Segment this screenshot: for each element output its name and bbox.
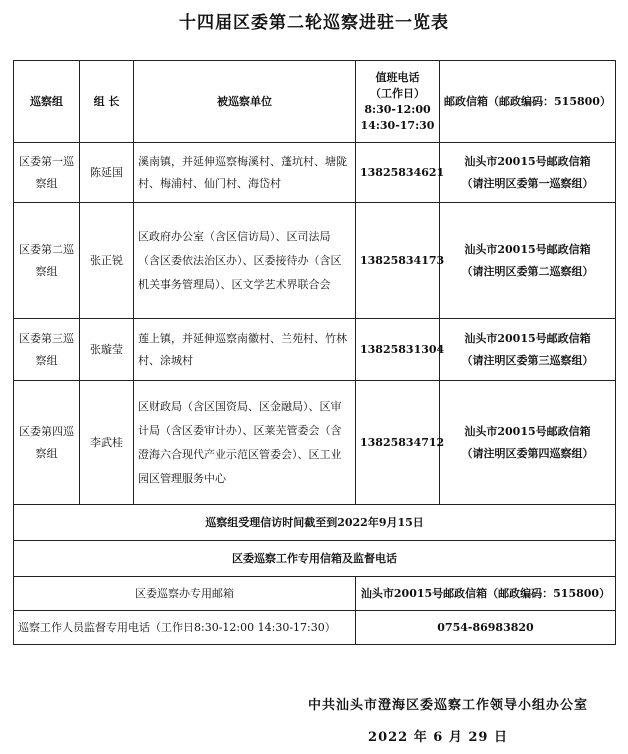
phone-value: 0754-86983820 — [356, 611, 616, 645]
mailbox-row — [14, 577, 616, 611]
issue-date: 2022 年 6 月 29 日 — [368, 730, 508, 745]
row-phone: 13825831304 — [356, 319, 440, 381]
deadline-text: 巡察组受理信访时间截至到2022年9月15日 — [14, 505, 616, 541]
row-group: 区委第二巡察组 — [14, 203, 80, 319]
table-row — [14, 381, 616, 505]
header-mail: 邮政信箱（邮政编码：515800） — [440, 61, 616, 143]
row-group: 区委第一巡察组 — [14, 143, 80, 203]
table-row — [14, 319, 616, 381]
phone-label: 巡察工作人员监督专用电话（工作日8:30-12:00 14:30-17:30） — [14, 611, 356, 645]
row-leader: 张正锐 — [80, 203, 134, 319]
special-title: 区委巡察工作专用信箱及监督电话 — [14, 541, 616, 577]
header-leader: 组 长 — [80, 61, 134, 143]
row-mail: 汕头市20015号邮政信箱 （请注明区委第一巡察组） — [440, 143, 616, 203]
row-group: 区委第四巡察组 — [14, 381, 80, 505]
header-group: 巡察组 — [14, 61, 80, 143]
row-unit: 区政府办公室（含区信访局）、区司法局（含区委依法治区办）、区委接待办（含区机关事务管理局）、区文学艺术界联合会 — [134, 203, 356, 319]
deadline-row — [14, 505, 616, 541]
header-unit: 被巡察单位 — [134, 61, 356, 143]
issuing-office: 中共汕头市澄海区委巡察工作领导小组办公室 — [307, 698, 588, 713]
row-mail: 汕头市20015号邮政信箱 （请注明区委第四巡察组） — [440, 381, 616, 505]
phone-row — [14, 611, 616, 645]
header-phone: 值班电话 （工作日） 8:30-12:00 14:30-17:30 — [356, 61, 440, 143]
row-leader: 李武桂 — [80, 381, 134, 505]
special-title-row — [14, 541, 616, 577]
mailbox-value: 汕头市20015号邮政信箱（邮政编码：515800） — [356, 577, 616, 611]
row-group: 区委第三巡察组 — [14, 319, 80, 381]
row-phone: 13825834621 — [356, 143, 440, 203]
table-row — [14, 143, 616, 203]
row-unit: 莲上镇，并延伸巡察南徽村、兰苑村、竹林村、涂城村 — [134, 319, 356, 381]
row-leader: 陈延国 — [80, 143, 134, 203]
inspection-table — [13, 60, 616, 645]
table-row — [14, 203, 616, 319]
row-mail: 汕头市20015号邮政信箱 （请注明区委第三巡察组） — [440, 319, 616, 381]
row-mail: 汕头市20015号邮政信箱 （请注明区委第二巡察组） — [440, 203, 616, 319]
row-phone: 13825834173 — [356, 203, 440, 319]
page-title: 十四届区委第二轮巡察进驻一览表 — [179, 13, 449, 33]
mailbox-label: 区委巡察办专用邮箱 — [14, 577, 356, 611]
row-unit: 区财政局（含区国资局、区金融局）、区审计局（含区委审计办）、区莱芜管委会（含澄海六合现代产业示范区管委会）、区工业园区管理服务中心 — [134, 381, 356, 505]
row-leader: 张璇莹 — [80, 319, 134, 381]
row-phone: 13825834712 — [356, 381, 440, 505]
table-header-row — [14, 61, 616, 143]
row-unit: 溪南镇，并延伸巡察梅溪村、蓬坑村、塘陇村、梅浦村、仙门村、海岱村 — [134, 143, 356, 203]
